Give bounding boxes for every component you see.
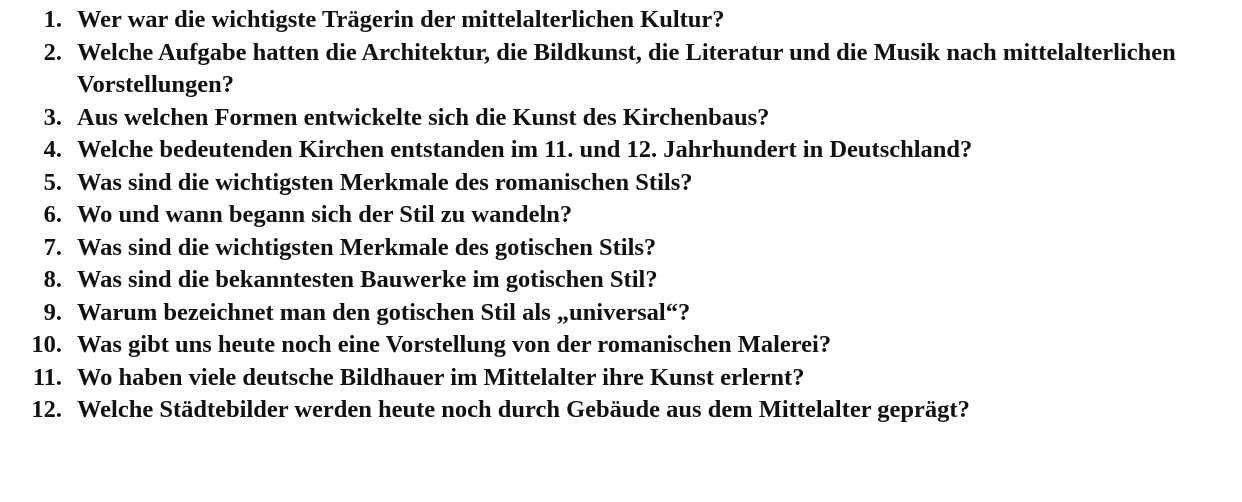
question-item <box>22 199 1232 232</box>
question-number: 2. <box>43 38 62 66</box>
question-number: 5. <box>43 168 62 196</box>
question-item <box>22 297 1232 330</box>
question-text: Welche Städtebilder werden heute noch durch Gebäude aus dem Mittelalter geprägt? <box>77 396 970 423</box>
question-text: Was gibt uns heute noch eine Vorstellung von der romanischen Malerei? <box>77 331 832 358</box>
question-number: 7. <box>43 233 62 261</box>
question-item <box>22 329 1232 362</box>
question-item <box>22 102 1232 135</box>
question-text: Aus welchen Formen entwickelte sich die Kunst des Kirchenbaus? <box>77 103 770 131</box>
question-text: Was sind die wichtigsten Merkmale des gotischen Stils? <box>77 233 657 261</box>
question-number: 12. <box>31 396 62 423</box>
question-item <box>22 232 1232 265</box>
question-number: 3. <box>43 103 62 131</box>
question-list <box>22 4 1232 427</box>
question-item <box>22 4 1232 37</box>
question-number: 9. <box>43 298 62 326</box>
question-text: Welche Aufgabe hatten die Architektur, die Bildkunst, die Literatur und die Musik nach mittelalterlichen Vorstellungen? <box>77 38 1176 98</box>
question-item <box>22 394 1232 427</box>
question-number: 8. <box>43 266 62 293</box>
question-text: Warum bezeichnet man den gotischen Stil als „universal“? <box>77 298 691 326</box>
question-text: Wo haben viele deutsche Bildhauer im Mittelalter ihre Kunst erlernt? <box>77 363 805 391</box>
question-text: Was sind die wichtigsten Merkmale des romanischen Stils? <box>77 168 693 196</box>
question-item <box>22 362 1232 395</box>
question-text: Wo und wann begann sich der Stil zu wandeln? <box>77 201 573 228</box>
question-item <box>22 134 1232 167</box>
question-text: Wer war die wichtigste Trägerin der mittelalterlichen Kultur? <box>77 6 725 33</box>
question-text: Welche bedeutenden Kirchen entstanden im 11. und 12. Jahrhundert in Deutschland? <box>77 136 973 163</box>
question-number: 6. <box>43 201 62 228</box>
question-number: 10. <box>31 331 62 358</box>
question-number: 4. <box>43 136 62 163</box>
question-number: 1. <box>43 6 62 33</box>
question-text: Was sind die bekanntesten Bauwerke im gotischen Stil? <box>77 266 658 293</box>
question-number: 11. <box>32 363 62 391</box>
question-item <box>22 264 1232 297</box>
question-item <box>22 167 1232 200</box>
question-item <box>22 37 1232 102</box>
